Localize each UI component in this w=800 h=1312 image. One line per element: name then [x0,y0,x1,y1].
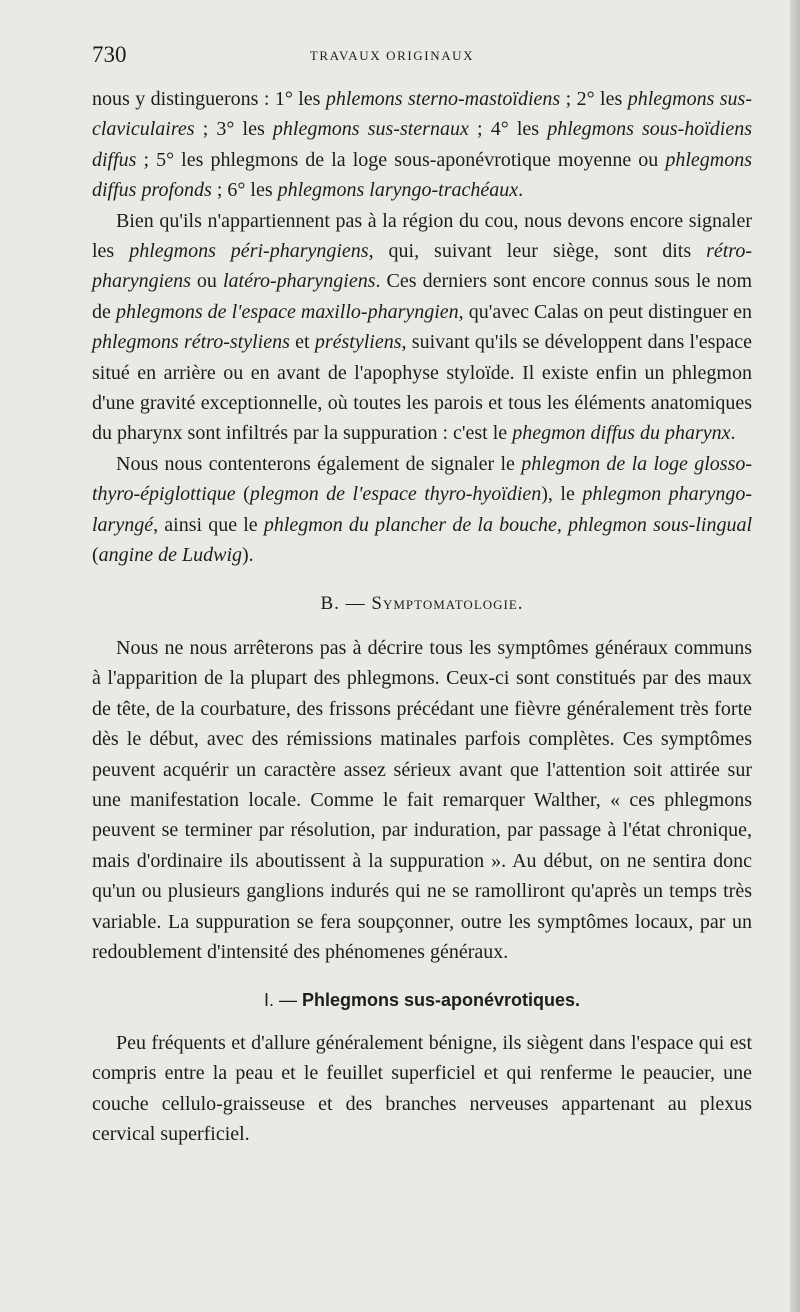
subsection-heading-sus-aponevrotiques: I. — Phlegmons sus-aponévrotiques. [263,990,581,1011]
section-heading-symptomatologie: B. — Symptomatologie. [320,592,524,614]
page-number: 730 [92,42,127,67]
paragraph-5: Peu fréquents et d'allure généralement bénigne, ils siègent dans l'espace qui est compris entre la peau et le feuillet superficiel et qui renferme le peaucier, une couche cellulo-graisseuse et des branches nerveuses appartenant au plexus cervical superficiel. [92,1031,752,1145]
running-title: TRAVAUX ORIGINAUX [309,48,475,63]
paragraph-2: Bien qu'ils n'appartiennent pas à la région du cou, nous devons encore signaler les phlegmons péri-pharyngiens, qui, suivant leur siège, sont dits rétro-pharyngiens ou latéro-pharyngiens. Ces derniers sont encore connus sous le nom de phlegmons de l'espace maxillo-pharyngien, qu'avec Calas on peut distinguer en phlegmons rétro-styliens et préstyliens, suivant qu'ils se développent dans l'espace situé en arrière ou en avant de l'apophyse styloïde. Il existe enfin un phlegmon d'une gravité exceptionnelle, où toutes les parois et tous les éléments anatomiques du pharynx sont infiltrés par la suppuration : c'est le phegmon diffus du pharynx. [92,209,753,445]
paragraph-1: nous y distinguerons : 1° les phlemons sterno-mastoïdiens ; 2° les phlegmons sus-claviculaires ; 3° les phlegmons sus-sternaux ; 4° les phlegmons sous-hoïdiens diffus ; 5° les phlegmons de la loge sous-aponévrotique moyenne ou phlegmons diffus profonds ; 6° les phlegmons laryngo-trachéaux. [92,88,753,202]
page-header [92,42,692,72]
page-edge [790,0,800,1312]
paragraph-4: Nous ne nous arrêterons pas à décrire tous les symptômes généraux communs à l'apparition de la plupart des phlegmons. Ceux-ci sont constitués par des maux de tête, de la courbature, des frissons précédant une fièvre généralement très forte dès le début, avec des rémissions matinales parfois complètes. Ces symptômes peuvent acquérir un caractère assez sérieux avant que l'attention soit attirée sur une manifestation locale. Comme le fait remarquer Walther, « ces phlegmons peuvent se terminer par résolution, par induration, par passage à l'état chronique, mais d'ordinaire ils aboutissent à la suppuration ». Au début, on ne sentira donc qu'un ou plusieurs ganglions indurés qui ne se ramolliront qu'après un temps très variable. La suppuration se fera soupçonner, outre les symptômes locaux, par un redoublement d'intensité des phénomenes généraux. [92,636,752,963]
page-body [92,84,752,1149]
paragraph-3: Nous nous contenterons également de signaler le phlegmon de la loge glosso-thyro-épiglottique (plegmon de l'espace thyro-hyoïdien), le phlegmon pharyngo-laryngé, ainsi que le phlegmon du plancher de la bouche, phlegmon sous-lingual (angine de Ludwig). [92,452,753,567]
